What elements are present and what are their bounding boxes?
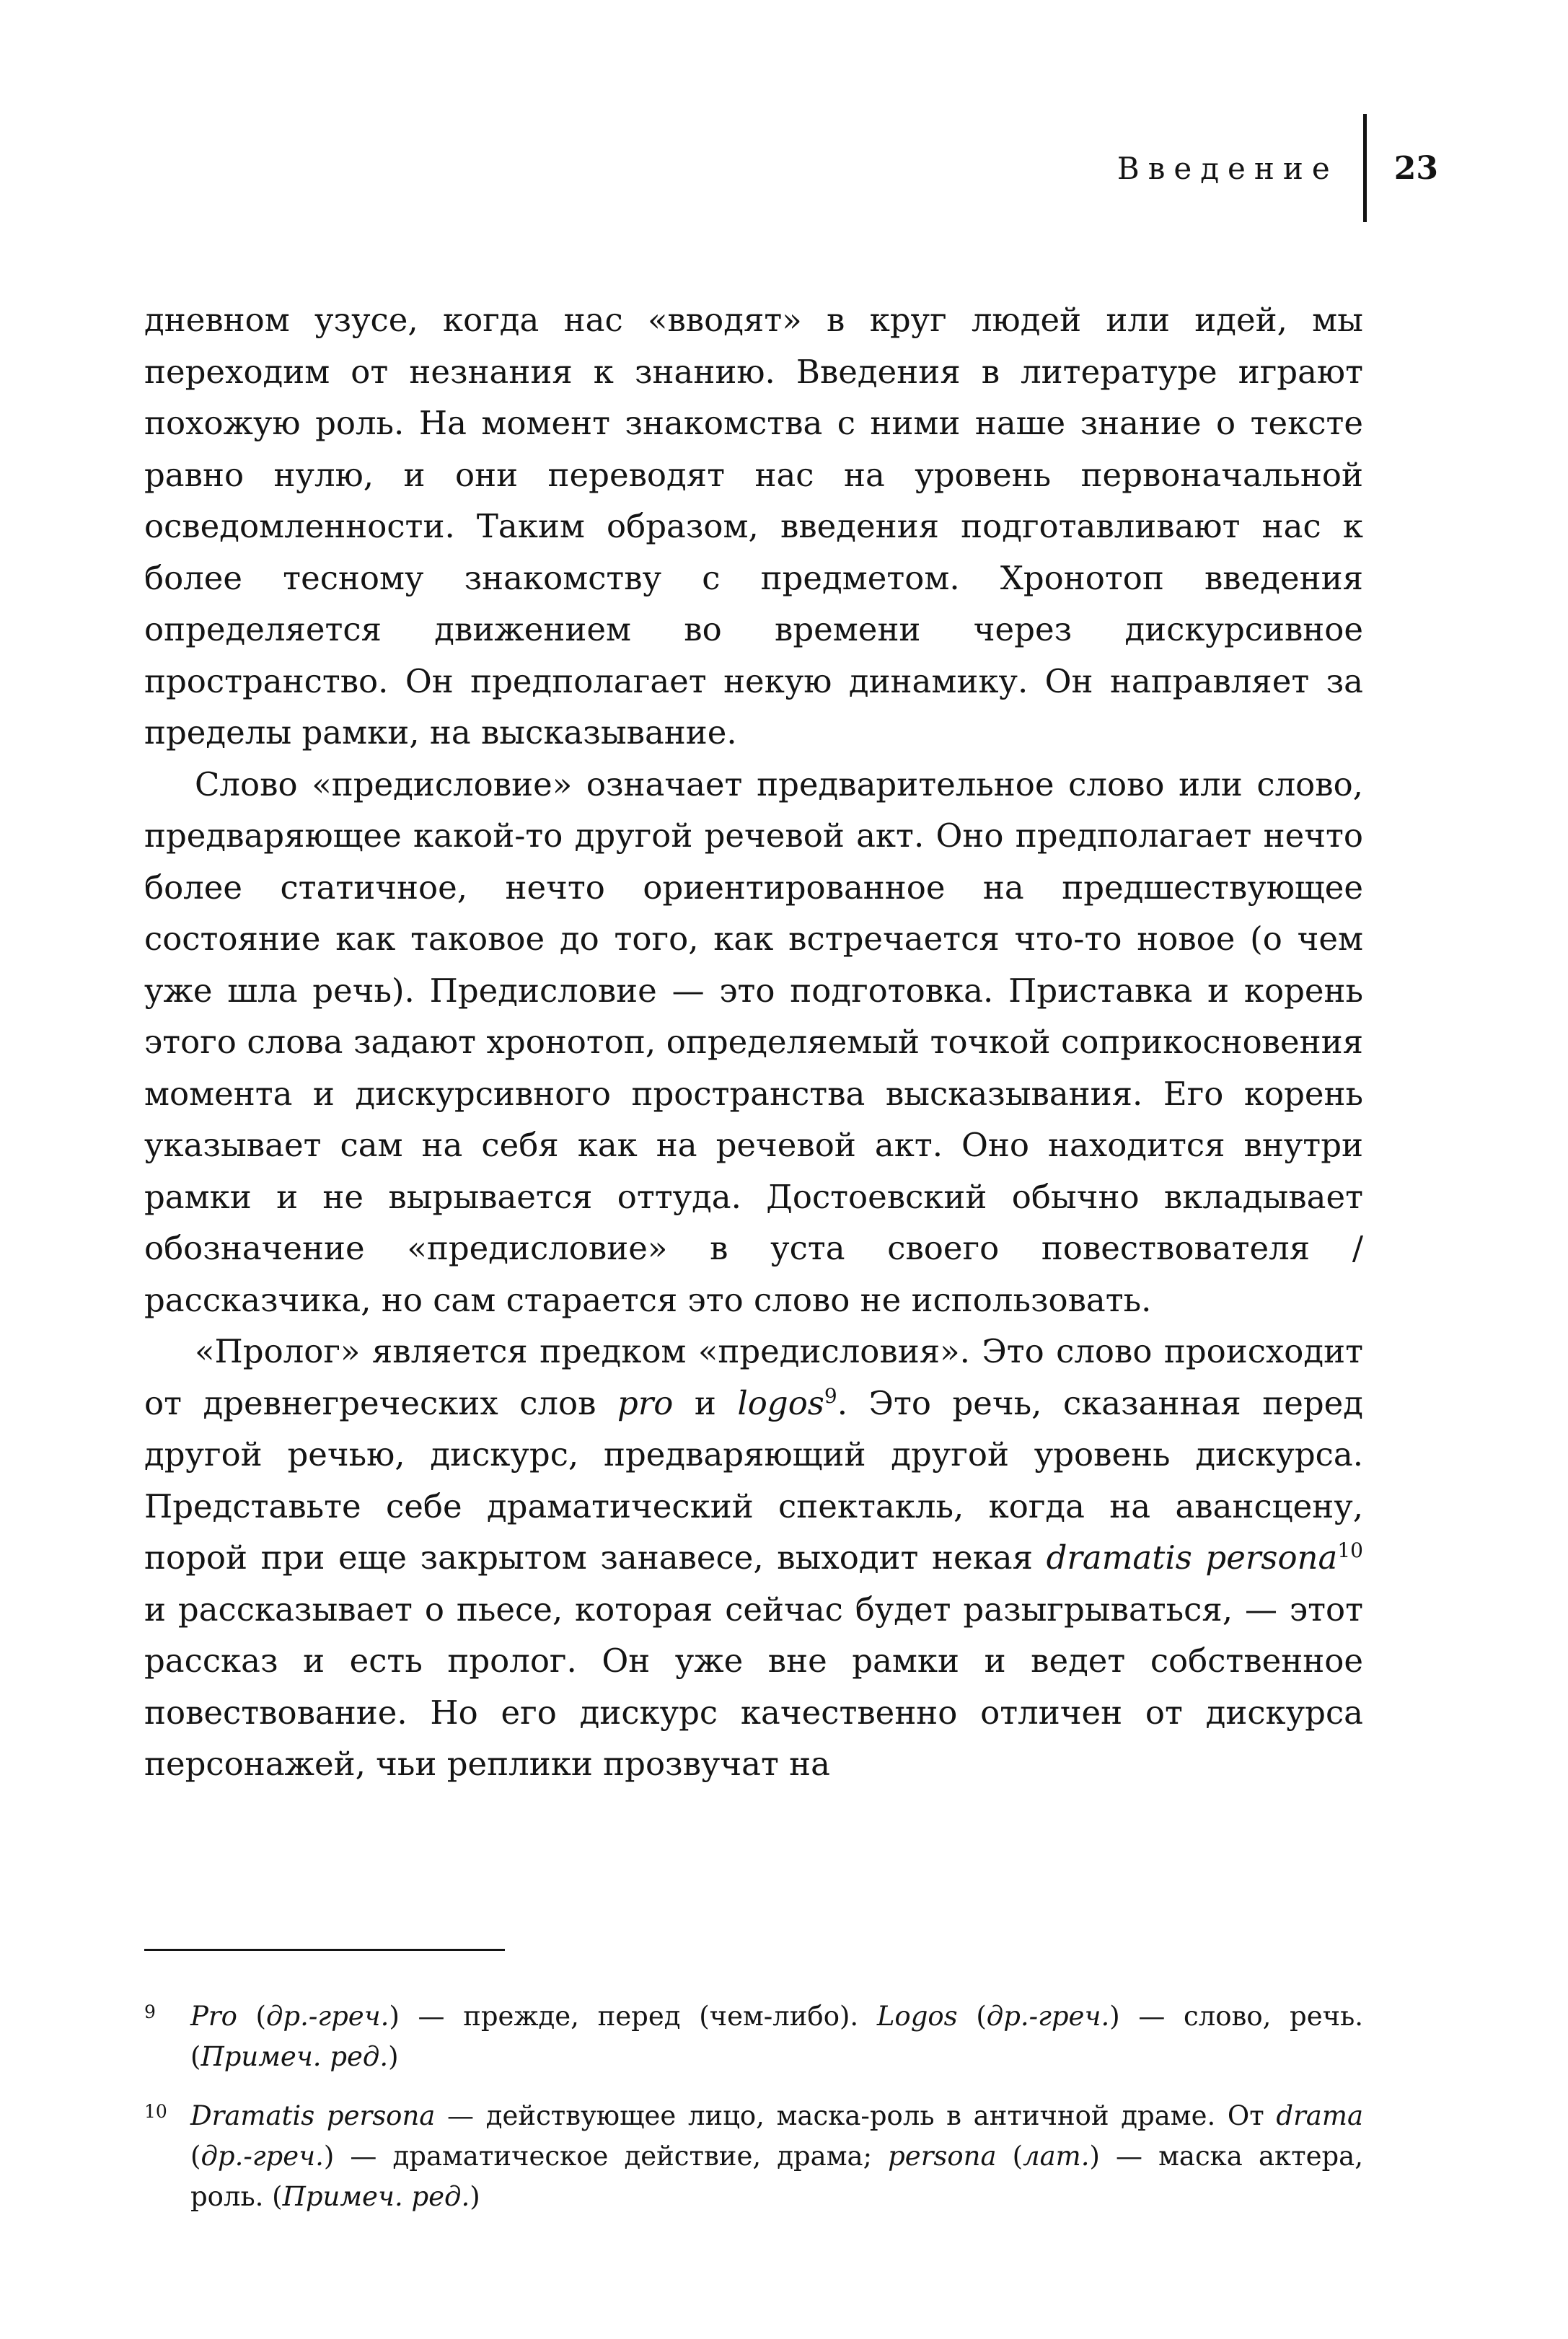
page-number: 23 (1393, 149, 1438, 187)
footnote-10 (144, 2096, 1363, 2217)
text-run: ) (470, 2181, 480, 2212)
footnote-separator (144, 1949, 505, 1951)
text-run: . Это речь, сказанная перед другой речью, дискурс, предваряющий другой уровень дискурса. Представьте себе драматический спектакль, когда на авансцену, порой при еще закрытом занавесе, выходит некая (144, 1383, 1363, 1577)
italic-term: Примеч. ред. (282, 2181, 470, 2212)
footnote-ref-9[interactable]: 9 (824, 1383, 837, 1408)
footnote-ref-10[interactable]: 10 (1337, 1538, 1363, 1562)
text-run: ( (957, 2001, 987, 2032)
section-title: Введение (1116, 150, 1339, 186)
italic-term: Pro (190, 2001, 237, 2032)
italic-term: др.-греч. (265, 2001, 389, 2032)
italic-term: logos (737, 1383, 824, 1422)
paragraph-3 (144, 1326, 1363, 1790)
italic-term: др.-греч. (201, 2141, 324, 2172)
text-run: ( (996, 2141, 1023, 2172)
italic-term: лат. (1023, 2141, 1090, 2172)
text-run: ) — драматическое действие, драма; (323, 2141, 889, 2172)
italic-term: drama (1276, 2100, 1363, 2131)
main-text (144, 294, 1363, 1790)
italic-term: Примеч. ред. (201, 2041, 389, 2072)
italic-term: pro (617, 1383, 674, 1422)
italic-term: др.-греч. (986, 2001, 1110, 2032)
text-run: и (673, 1383, 738, 1422)
italic-term: Dramatis persona (190, 2100, 436, 2131)
paragraph-1: дневном узусе, когда нас «вводят» в круг людей или идей, мы переходим от незнания к знанию. Введения в литературе играют похожую роль. На момент знакомства с ними наше знание о тексте равно нулю, и они переводят нас на уровень первоначальной осведомленности. Таким образом, введения подготавливают нас к более тесному знакомству с предметом. Хронотоп введения определяется движением во времени через дискурсивное пространство. Он предполагает некую динамику. Он направляет за пределы рамки, на высказывание. (144, 301, 1363, 752)
text-run: ( (237, 2001, 266, 2032)
footnote-number: 9 (144, 2001, 156, 2022)
text-run: ) — прежде, перед (чем-либо). (389, 2001, 877, 2032)
text-run: ) — слово, речь. ( (190, 2001, 1363, 2072)
text-run: — действующее лицо, маска-роль в античной драме. От (435, 2100, 1277, 2131)
footnote-9 (144, 1996, 1363, 2077)
text-run: ) (388, 2041, 399, 2072)
text-run: и рассказывает о пьесе, которая сейчас будет разыгрываться, — этот рассказ и есть пролог. Он уже вне рамки и ведет собственное повествование. Но его дискурс качественно отличен от дискурса персонажей, чьи реплики прозвучат на (144, 1590, 1363, 1783)
italic-term: Logos (876, 2001, 958, 2032)
italic-term: persona (888, 2141, 997, 2172)
paragraph-2: Слово «предисловие» означает предварительное слово или слово, предваряющее какой-то другой речевой акт. Оно предполагает нечто более статичное, нечто ориентированное на предшествующее состояние как таковое до того, как встречается что-то новое (о чем уже шла речь). Предисловие — это подготовка. Приставка и корень этого слова задают хронотоп, определяемый точкой соприкосновения момента и дискурсивного пространства высказывания. Его корень указывает сам на себя как на речевой акт. Оно находится внутри рамки и не вырывается оттуда. Достоевский обычно вкладывает обозначение «предисловие» в уста своего повествователя / рассказчика, но сам старается это слово не использовать. (144, 765, 1363, 1319)
header-divider (1363, 114, 1367, 222)
running-head (1117, 114, 1438, 222)
footnote-number: 10 (144, 2101, 167, 2122)
text-run: «Пролог» является предком «предисловия». Это слово происходит от древнегреческих слов (144, 1332, 1363, 1422)
text-run: ) — маска актера, роль. ( (190, 2141, 1363, 2212)
italic-term: dramatis persona (1046, 1538, 1338, 1577)
text-run: ( (190, 2141, 201, 2172)
footnotes (144, 1996, 1363, 2236)
